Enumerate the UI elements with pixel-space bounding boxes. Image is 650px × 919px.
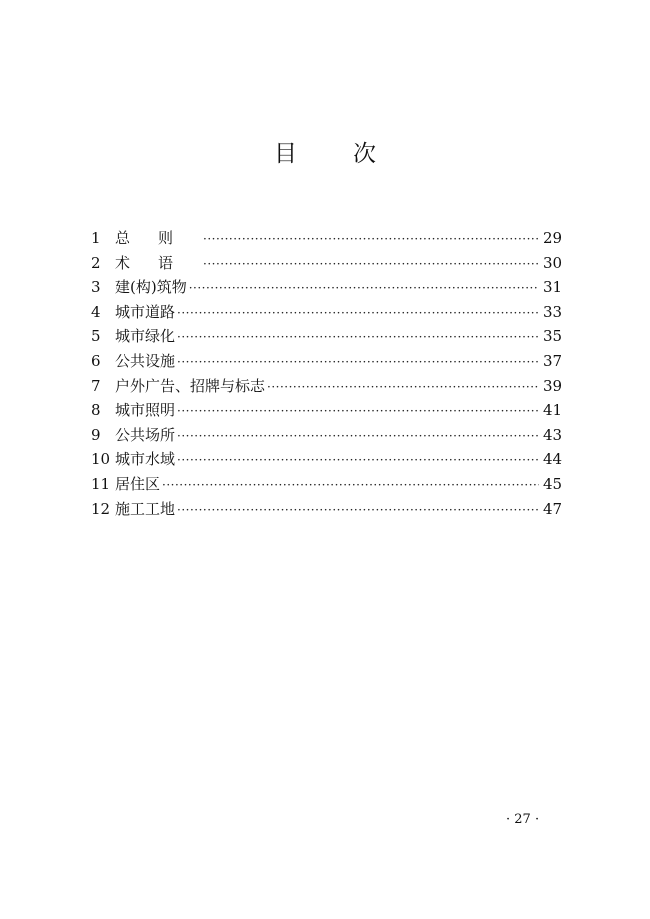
toc-entry-7[interactable]: [91, 374, 561, 399]
toc-dot-leader: [177, 448, 539, 473]
toc-entry-number: 4: [91, 302, 101, 321]
toc-entry-page: 37: [543, 351, 563, 370]
toc-entry-6[interactable]: [91, 349, 561, 374]
toc-entry-title: 城市照明: [115, 401, 176, 420]
toc-entry-title: 城市水域: [115, 450, 176, 469]
toc-entry-page: 44: [543, 450, 563, 469]
toc-dot-leader: [203, 252, 539, 277]
toc-entry-8[interactable]: [91, 398, 561, 423]
toc-entry-10[interactable]: [91, 447, 561, 472]
toc-entry-title: 公共场所: [115, 425, 176, 444]
toc-entry-title: 施工工地: [115, 499, 176, 518]
toc-entry-number: 1: [91, 229, 101, 247]
toc-entry-number: 5: [91, 327, 101, 346]
toc-entry-page: 43: [543, 425, 563, 444]
toc-entry-page: 30: [543, 253, 563, 272]
toc-entry-2[interactable]: [91, 251, 561, 276]
page-title-char-2: 次: [353, 141, 376, 167]
toc-entry-number: 8: [91, 401, 101, 420]
toc-entry-page: 29: [543, 229, 563, 247]
toc-dot-leader: [203, 227, 539, 252]
toc-entry-title: 总则: [115, 229, 202, 247]
toc-entry-12[interactable]: [91, 497, 561, 522]
toc-entry-1[interactable]: [91, 226, 561, 251]
toc-entry-page: 33: [543, 302, 563, 321]
toc-dot-leader: [177, 424, 539, 449]
page-title-char-1: 目: [274, 141, 297, 167]
toc-dot-leader: [177, 301, 539, 326]
toc-entry-page: 41: [543, 401, 563, 420]
toc-entry-number: 7: [91, 376, 101, 395]
toc-entry-3[interactable]: [91, 275, 561, 300]
toc-dot-leader: [162, 473, 539, 498]
toc-entry-number: 6: [91, 351, 101, 370]
toc-entry-number: 11: [91, 474, 111, 493]
toc-dot-leader: [177, 399, 539, 424]
toc-dot-leader: [177, 350, 539, 375]
toc-entry-page: 39: [543, 376, 563, 395]
toc-entry-title: 城市道路: [115, 302, 176, 321]
toc-entry-page: 31: [543, 278, 563, 297]
toc-dot-leader: [267, 375, 539, 400]
toc-entry-11[interactable]: [91, 472, 561, 497]
toc-entry-page: 47: [543, 499, 563, 518]
toc-entry-5[interactable]: [91, 324, 561, 349]
toc-entry-9[interactable]: [91, 423, 561, 448]
toc-entry-number: 12: [91, 499, 111, 518]
page-number: · 27 ·: [506, 812, 540, 827]
toc-dot-leader: [189, 276, 539, 301]
toc-entry-title: 户外广告、招牌与标志: [115, 376, 266, 395]
toc-dot-leader: [177, 498, 539, 523]
toc-entry-title: 居住区: [115, 474, 161, 493]
table-of-contents: [91, 226, 561, 521]
toc-entry-number: 2: [91, 253, 101, 272]
toc-entry-page: 45: [543, 474, 563, 493]
toc-entry-title: 城市绿化: [115, 327, 176, 346]
toc-entry-number: 3: [91, 278, 101, 297]
toc-entry-title: 术语: [115, 253, 202, 272]
toc-entry-number: 9: [91, 425, 101, 444]
toc-entry-number: 10: [91, 450, 111, 469]
toc-dot-leader: [177, 325, 539, 350]
toc-entry-4[interactable]: [91, 300, 561, 325]
toc-entry-page: 35: [543, 327, 563, 346]
toc-entry-title: 建(构)筑物: [115, 278, 187, 297]
toc-entry-title: 公共设施: [115, 351, 176, 370]
page-title: [0, 138, 650, 170]
